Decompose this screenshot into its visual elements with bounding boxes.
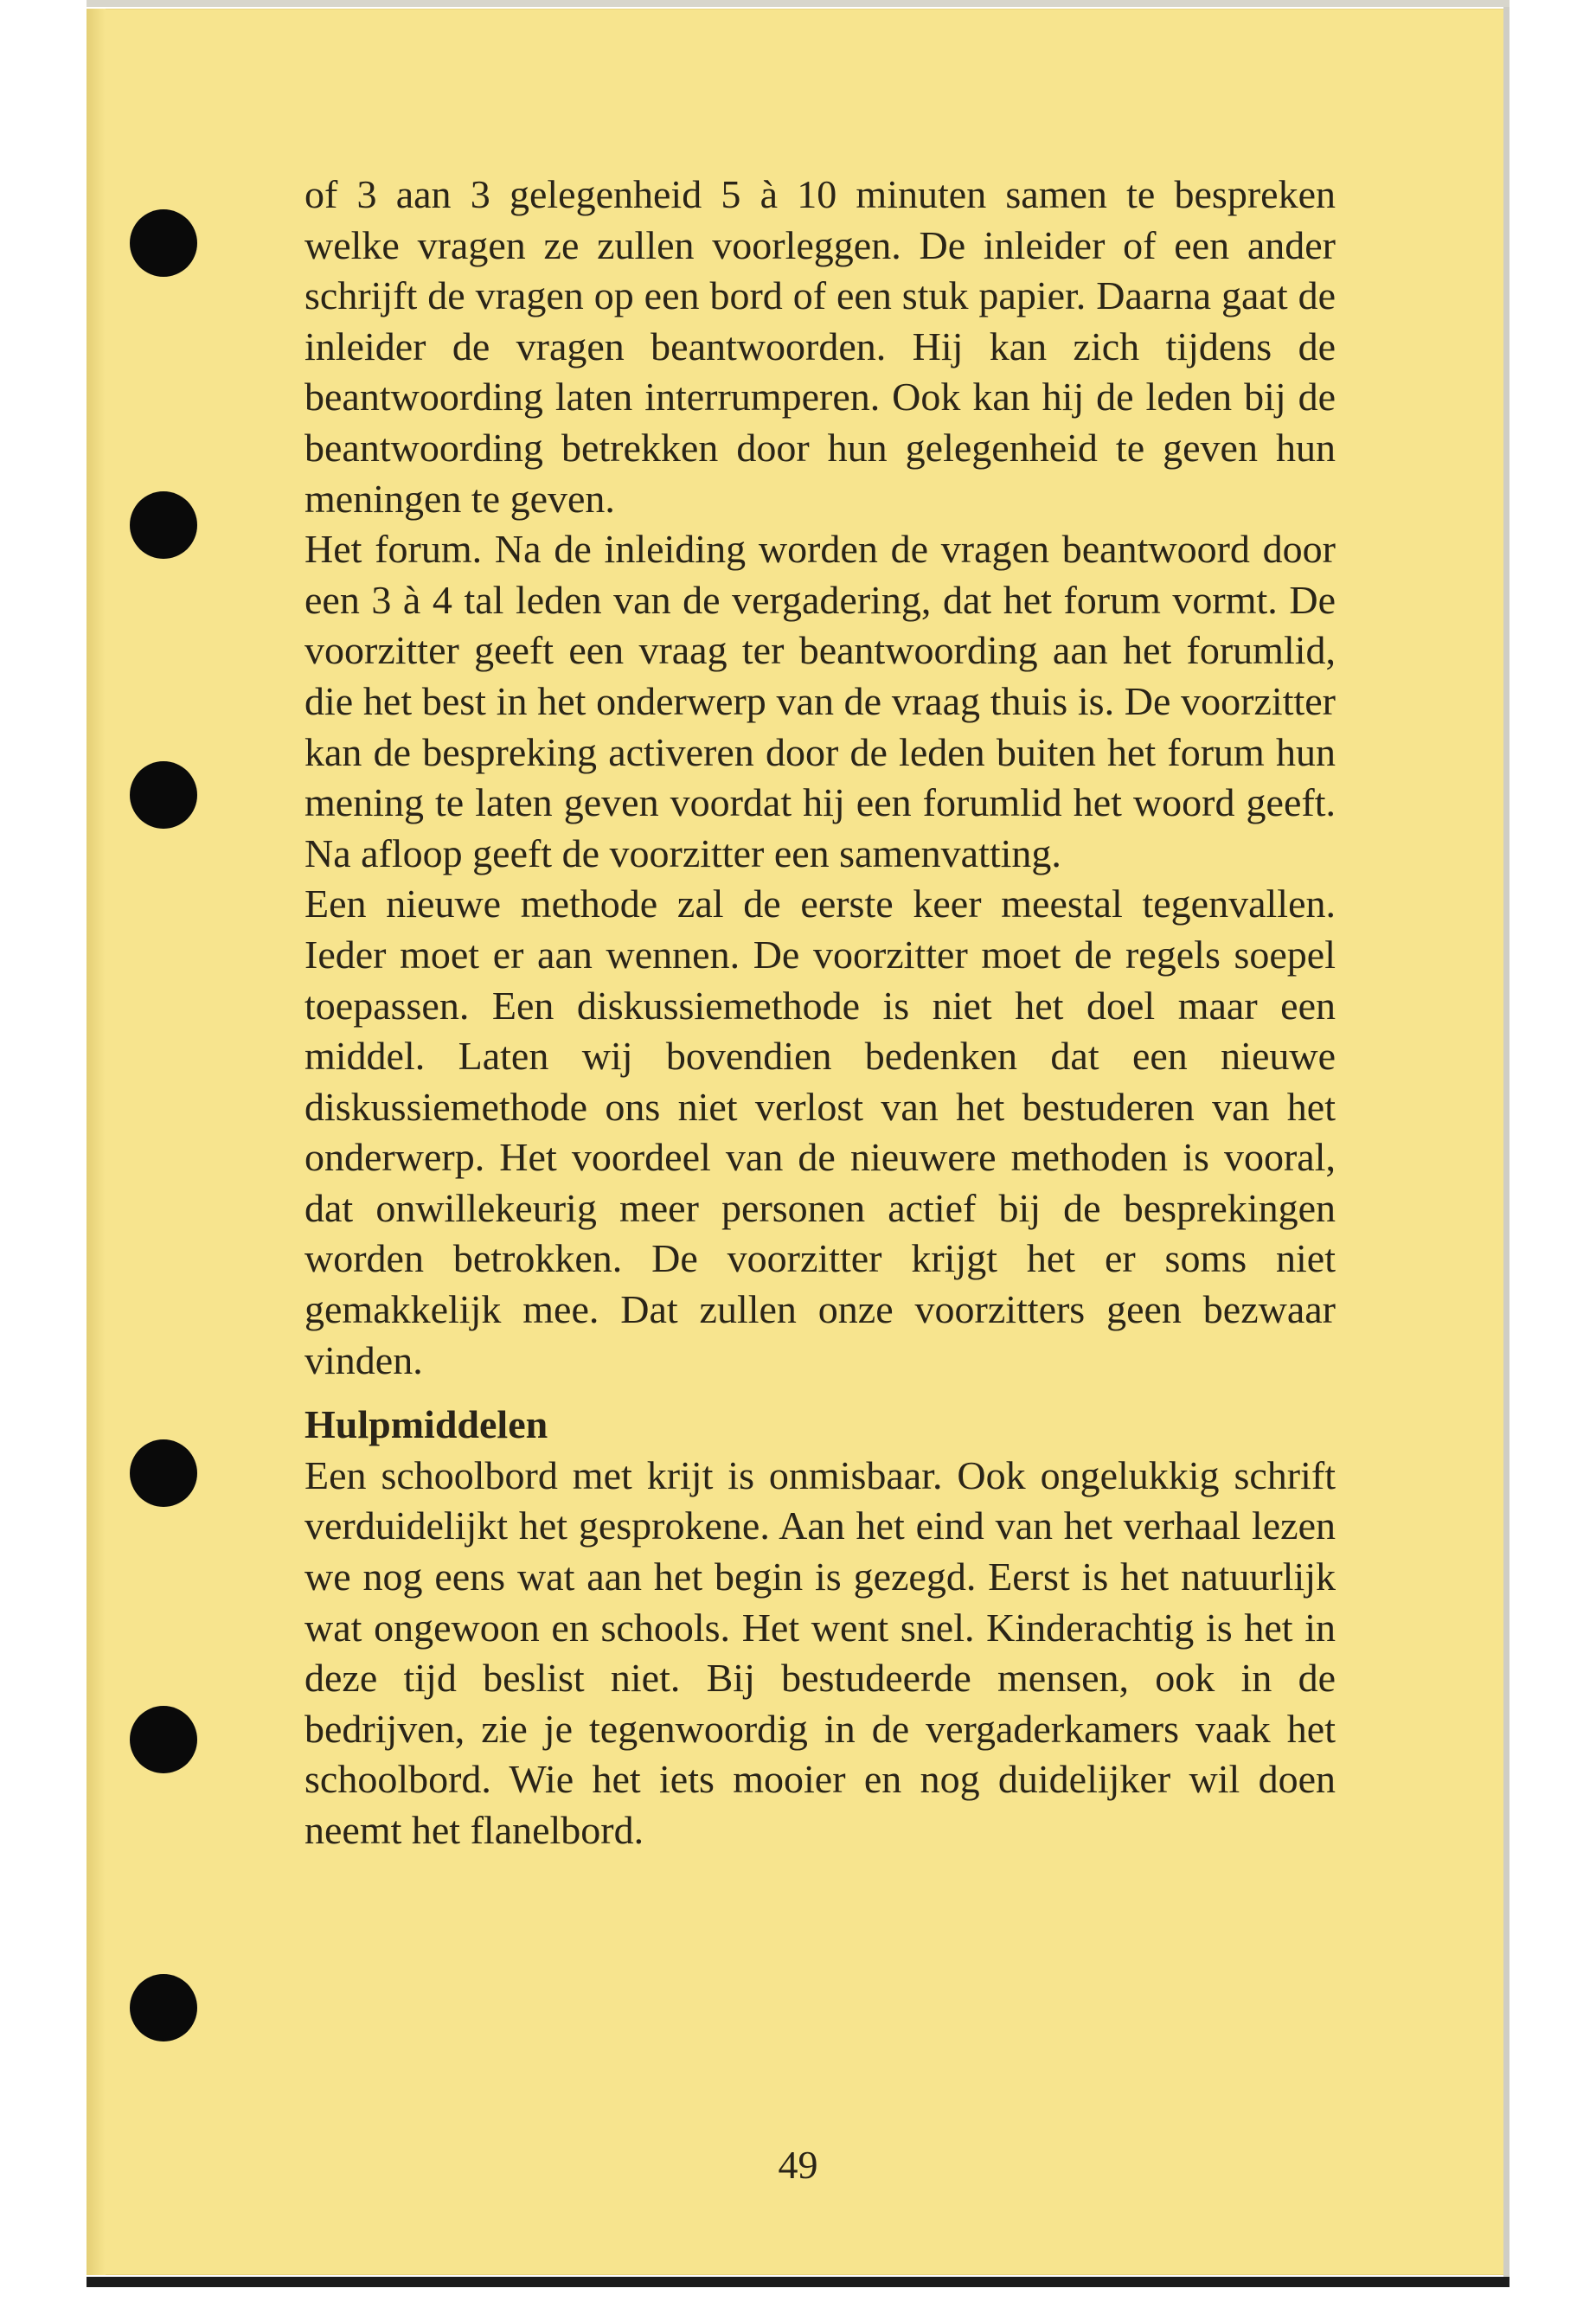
bottom-edge [87,2277,1509,2287]
paragraph-new-method: Een nieuwe methode zal de eerste keer meestal tegenvallen. Ieder moet er aan wennen. De voorzitter moet de regels soepel toepassen. Een diskussiemethode is niet het doel maar een middel. Laten wij bovendien bedenken dat een nieuwe diskussiemethode ons niet verlost van het bestuderen van het onderwerp. Het voordeel van de nieuwere methoden is vooral, dat onwillekeurig meer personen actief bij de besprekingen worden betrokken. De voorzitter krijgt het er soms niet gemakkelijk mee. Dat zullen onze voorzitters geen bezwaar vinden. [304,881,1336,1382]
body-text [304,170,1336,1856]
binder-hole-6 [130,1974,197,2041]
section-heading: Hulpmiddelen [304,1402,548,1447]
paragraph-forum: Het forum. Na de inleiding worden de vragen beantwoord door een 3 à 4 tal leden van de vergadering, dat het forum vormt. De voorzitter geeft een vraag ter beantwoording aan het forumlid, die het best in het onderwerp van de vraag thuis is. De voorzitter kan de bespreking activeren door de leden buiten het forum hun mening te laten geven voordat hij een forumlid het woord geeft. Na afloop geeft de voorzitter een samenvatting. [304,527,1336,875]
binder-hole-3 [130,761,197,829]
right-edge [1503,7,1509,2282]
binder-hole-1 [130,209,197,277]
binder-hole-2 [130,491,197,559]
binder-hole-4 [130,1439,197,1507]
paragraph-aids: Een schoolbord met krijt is onmisbaar. Ook ongelukkig schrift verduidelijkt het gesprokene. Aan het eind van het verhaal lezen we nog eens wat aan het begin is gezegd. Eerst is het natuurlijk wat ongewoon en schools. Het went snel. Kinderachtig is het in deze tijd beslist niet. Bij bestudeerde mensen, ook in de bedrijven, zie je tegenwoordig in de vergaderkamers vaak het schoolbord. Wie het iets mooier en nog duidelijker wil doen neemt het flanelbord. [304,1452,1336,1852]
top-edge [87,0,1509,7]
page-number: 49 [778,2143,818,2187]
page-left-shadow [87,9,106,2275]
binder-hole-5 [130,1706,197,1773]
paragraph-continuation: of 3 aan 3 gelegenheid 5 à 10 minuten samen te bespreken welke vragen ze zullen voorleggen. De inleider of een ander schrijft de vragen op een bord of een stuk papier. Daarna gaat de inleider de vragen beantwoorden. Hij kan zich tijdens de beantwoording laten interrumperen. Ook kan hij de leden bij de beantwoording betrekken door hun gelegenheid te geven hun meningen te geven. [304,172,1336,521]
